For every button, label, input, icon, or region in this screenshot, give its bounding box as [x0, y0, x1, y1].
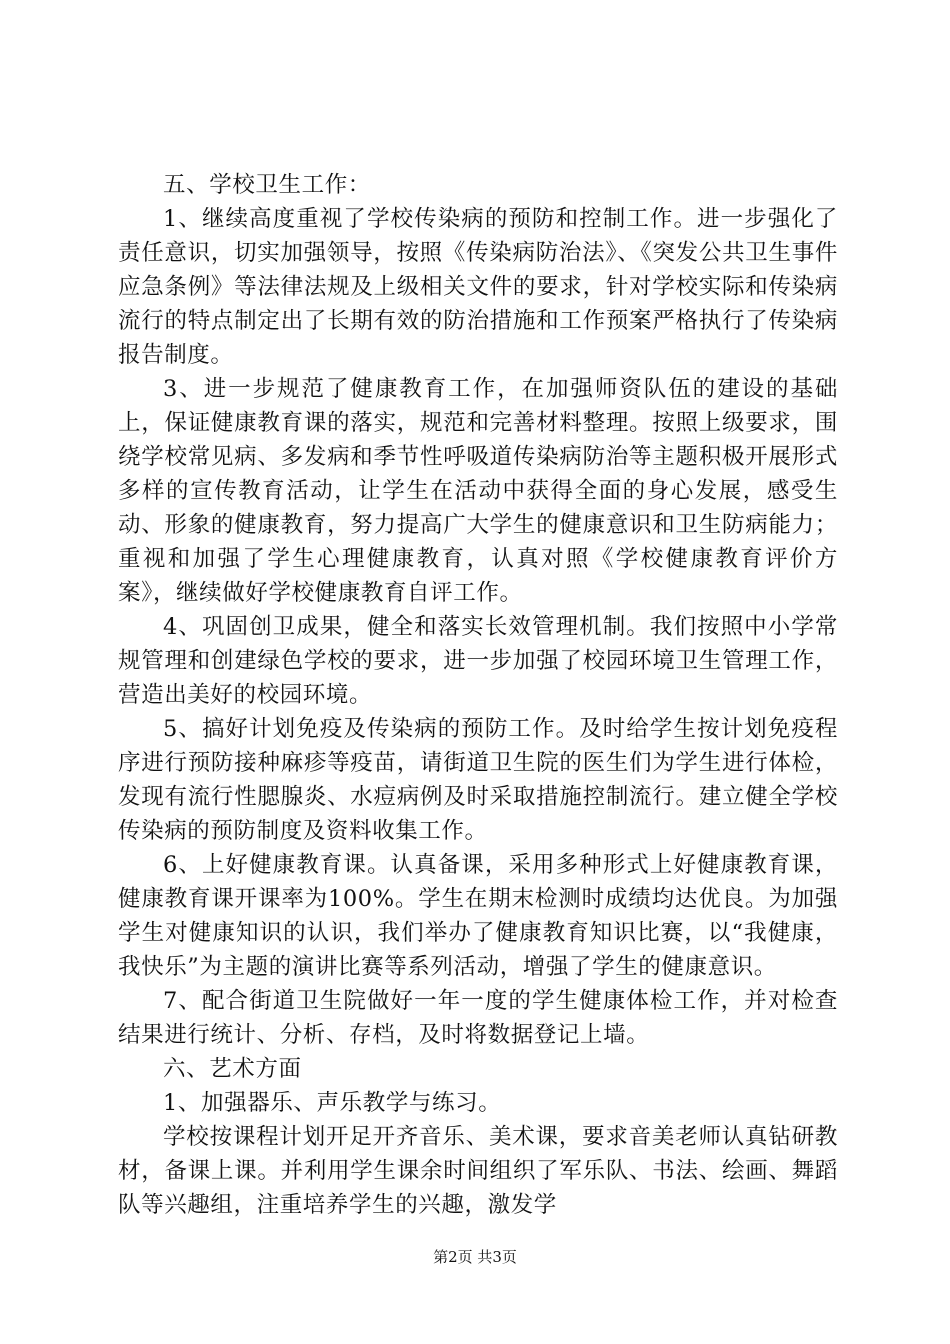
- paragraph-item-7: 7、配合街道卫生院做好一年一度的学生健康体检工作，并对检查结果进行统计、分析、存档，及时将数据登记上墙。: [118, 988, 838, 1048]
- paragraph-arts-curriculum: 学校按课程计划开足开齐音乐、美术课，要求音美老师认真钻研教材，备课上课。并利用学生课余时间组织了军乐队、书法、绘画、舞蹈队等兴趣组，注重培养学生的兴趣，激发学: [118, 1124, 838, 1218]
- paragraph-item-4: 4、巩固创卫成果，健全和落实长效管理机制。我们按照中小学常规管理和创建绿色学校的要求，进一步加强了校园环境卫生管理工作，营造出美好的校园环境。: [118, 614, 838, 708]
- paragraph-item-6: 6、上好健康教育课。认真备课，采用多种形式上好健康教育课，健康教育课开课率为100%。学生在期末检测时成绩均达优良。为加强学生对健康知识的认识，我们举办了健康教育知识比赛，以“我健康，我快乐”为主题的演讲比赛等系列活动，增强了学生的健康意识。: [118, 852, 838, 980]
- section-heading-arts: 六、艺术方面: [163, 1056, 302, 1082]
- paragraph-item-5: 5、搞好计划免疫及传染病的预防工作。及时给学生按计划免疫程序进行预防接种麻疹等疫苗，请街道卫生院的医生们为学生进行体检，发现有流行性腮腺炎、水痘病例及时采取措施控制流行。建立健全学校传染病的预防制度及资料收集工作。: [118, 716, 838, 844]
- paragraph-item-3: 3、进一步规范了健康教育工作，在加强师资队伍的建设的基础上，保证健康教育课的落实，规范和完善材料整理。按照上级要求，围绕学校常见病、多发病和季节性呼吸道传染病防治等主题积极开展形式多样的宣传教育活动，让学生在活动中获得全面的身心发展，感受生动、形象的健康教育，努力提高广大学生的健康意识和卫生防病能力；重视和加强了学生心理健康教育，认真对照《学校健康教育评价方案》，继续做好学校健康教育自评工作。: [118, 376, 838, 606]
- paragraph-item-1: 1、继续高度重视了学校传染病的预防和控制工作。进一步强化了责任意识，切实加强领导，按照《传染病防治法》、《突发公共卫生事件应急条例》等法律法规及上级相关文件的要求，针对学校实际和传染病流行的特点制定出了长期有效的防治措施和工作预案严格执行了传染病报告制度。: [118, 206, 838, 368]
- page-number-footer: 第2页 共3页: [433, 1248, 517, 1266]
- subheading-music-training: 1、加强器乐、声乐教学与练习。: [163, 1090, 502, 1116]
- document-body: [118, 168, 838, 1222]
- section-heading-school-hygiene: 五、学校卫生工作：: [163, 172, 371, 198]
